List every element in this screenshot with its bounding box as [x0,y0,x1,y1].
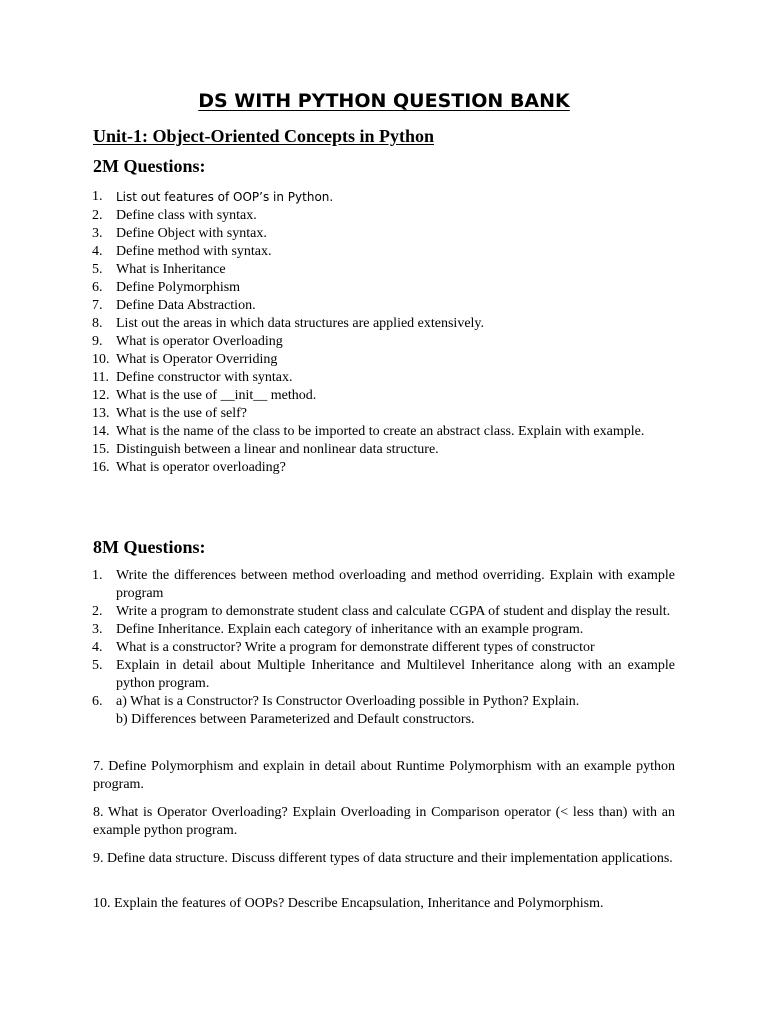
question-number: 15. [92,442,110,457]
question-item [92,639,675,657]
question-number: 8. [92,316,103,331]
question-number: 11. [92,370,109,385]
question-text: Define Polymorphism [116,280,241,295]
question-item [92,207,675,225]
question-item [92,333,675,351]
question-item [92,405,675,423]
question-number: 5. [92,262,103,277]
question-item [92,567,675,603]
question-text: a) What is a Constructor? Is Constructor Overloading possible in Python? Explain. [116,694,580,709]
question-item [92,459,675,477]
question-text: Define constructor with syntax. [116,370,293,385]
question-item [92,621,675,639]
question-number: 3. [92,226,103,241]
question-item [92,693,675,729]
question-number: 4. [92,640,103,655]
question-paragraph: 8. What is Operator Overloading? Explain Overloading in Comparison operator (< less than) with an example python program. [93,805,675,838]
question-item [92,369,675,387]
document-title [0,90,768,112]
question-item [92,279,675,297]
question-item [92,261,675,279]
question-text: What is the use of __init__ method. [116,388,317,403]
question-number: 3. [92,622,103,637]
question-number: 16. [92,460,110,475]
question-number: 2. [92,208,103,223]
question-number: 4. [92,244,103,259]
question-text: List out the areas in which data structures are applied extensively. [116,316,485,331]
question-text: Define class with syntax. [116,208,257,223]
question-text: Define Object with syntax. [116,226,267,241]
question-text: List out features of OOP’s in Python. [116,190,334,204]
section-heading-2m: 2M Questions: [93,156,206,176]
question-text: What is Inheritance [116,262,226,277]
question-item [92,423,675,441]
question-item [92,225,675,243]
unit-heading: Unit-1: Object-Oriented Concepts in Python [93,126,434,146]
question-item [92,188,675,207]
question-text: What is operator overloading? [116,460,286,475]
question-item [92,243,675,261]
question-item [92,351,675,369]
question-number: 1. [92,189,103,204]
section-heading-8m: 8M Questions: [93,537,206,557]
question-text: What is Operator Overriding [116,352,278,367]
question-number: 13. [92,406,110,421]
question-paragraph: 10. Explain the features of OOPs? Describe Encapsulation, Inheritance and Polymorphism. [93,896,604,911]
question-text: Explain in detail about Multiple Inheritance and Multilevel Inheritance along with an example python program. [116,658,675,691]
question-text: Define method with syntax. [116,244,272,259]
question-text: What is the name of the class to be imported to create an abstract class. Explain with example. [116,424,645,439]
question-number: 9. [92,334,103,349]
question-item [92,441,675,459]
question-number: 1. [92,568,103,583]
question-text: What is a constructor? Write a program for demonstrate different types of constructor [116,640,595,655]
question-item [92,657,675,693]
question-item [92,387,675,405]
question-number: 12. [92,388,110,403]
question-number: 7. [92,298,103,313]
document-title-text: DS WITH PYTHON QUESTION BANK [198,90,570,112]
question-subtext: b) Differences between Parameterized and Default constructors. [116,712,475,727]
question-list-8m [92,567,675,729]
question-text: What is the use of self? [116,406,248,421]
question-item [92,297,675,315]
question-number: 6. [92,280,103,295]
question-text: Define Inheritance. Explain each category of inheritance with an example program. [116,622,584,637]
question-paragraph: 9. Define data structure. Discuss different types of data structure and their implementation applications. [93,851,673,866]
question-text: Write a program to demonstrate student class and calculate CGPA of student and display the result. [116,604,671,619]
question-item [92,603,675,621]
question-text: Define Data Abstraction. [116,298,256,313]
question-number: 2. [92,604,103,619]
question-number: 5. [92,658,103,673]
question-text: Write the differences between method overloading and method overriding. Explain with example program [116,568,675,601]
question-number: 10. [92,352,110,367]
question-text: What is operator Overloading [116,334,283,349]
question-number: 14. [92,424,110,439]
question-paragraph: 7. Define Polymorphism and explain in detail about Runtime Polymorphism with an example python program. [93,759,675,792]
question-item [92,315,675,333]
question-text: Distinguish between a linear and nonlinear data structure. [116,442,439,457]
question-number: 6. [92,694,103,709]
question-list-2m [92,188,675,477]
